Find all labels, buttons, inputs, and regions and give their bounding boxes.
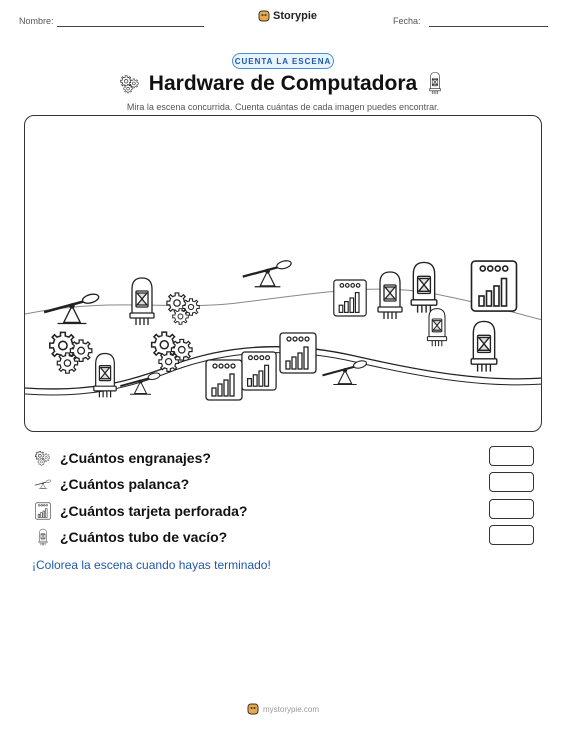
question-text: ¿Cuántos engranajes? <box>60 450 211 466</box>
footer-site: mystorypie.com <box>262 704 319 714</box>
instructions: Mira la escena concurrida. Cuenta cuántas de cada imagen puedes encontrar. <box>126 102 440 112</box>
question-punch-card <box>34 501 247 521</box>
vacuum-tube-item <box>94 354 116 398</box>
name-field[interactable] <box>57 26 204 27</box>
page-title: Hardware de Computadora <box>148 72 418 95</box>
section-badge: CUENTA LA ESCENA <box>232 53 334 69</box>
name-label: Nombre: <box>19 16 54 26</box>
answer-box-punch-card[interactable] <box>489 499 534 519</box>
punch-card-icon <box>34 502 52 520</box>
footer <box>0 703 566 715</box>
vacuum-tube-item <box>427 309 446 347</box>
vacuum-tube-item <box>411 262 437 312</box>
question-gears <box>34 448 211 468</box>
punch-card-item <box>206 360 242 400</box>
vacuum-tube-item <box>130 278 154 325</box>
gears-icon <box>34 449 52 467</box>
lever-item <box>323 360 368 385</box>
lever-item <box>44 293 100 324</box>
coloring-instruction: ¡Colorea la escena cuando hayas terminado! <box>32 558 271 572</box>
brand-logo <box>258 10 317 22</box>
question-text: ¿Cuántos palanca? <box>60 476 190 492</box>
date-field[interactable] <box>429 26 548 27</box>
date-label: Fecha: <box>393 16 421 26</box>
brand-name: Storypie <box>273 10 318 22</box>
lever-item <box>120 372 160 394</box>
question-lever <box>34 474 189 494</box>
gears-item <box>167 293 199 324</box>
question-text: ¿Cuántos tarjeta perforada? <box>60 503 248 519</box>
answer-box-vacuum-tube[interactable] <box>489 525 534 545</box>
punch-card-item <box>280 333 316 373</box>
lever-icon <box>34 475 52 493</box>
answer-box-lever[interactable] <box>489 472 534 492</box>
vacuum-tube-item <box>471 321 497 371</box>
punch-card-item <box>472 261 517 311</box>
answer-box-gears[interactable] <box>489 446 534 466</box>
punch-card-item <box>242 352 276 390</box>
vacuum-tube-icon <box>428 71 442 95</box>
question-text: ¿Cuántos tubo de vacío? <box>60 529 228 545</box>
gears-item <box>152 332 192 371</box>
lever-item <box>243 259 292 286</box>
question-vacuum-tube <box>34 527 227 547</box>
punch-card-item <box>334 280 366 316</box>
storypie-logo-icon <box>247 703 259 715</box>
scene-illustration <box>24 115 542 432</box>
gears-item <box>50 332 92 373</box>
storypie-logo-icon <box>258 10 270 22</box>
vacuum-tube-icon <box>34 528 52 546</box>
vacuum-tube-item <box>378 272 402 319</box>
